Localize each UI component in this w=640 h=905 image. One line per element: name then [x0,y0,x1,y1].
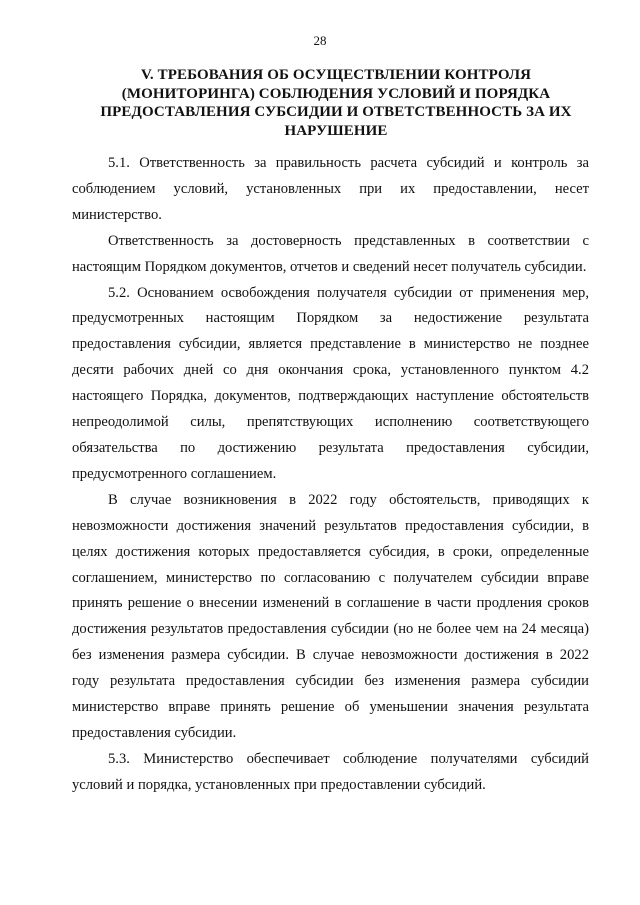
section-title: V. ТРЕБОВАНИЯ ОБ ОСУЩЕСТВЛЕНИИ КОНТРОЛЯ (МОНИТОРИНГА) СОБЛЮДЕНИЯ УСЛОВИЙ И ПОРЯДКА ПРЕДОСТАВЛЕНИЯ СУБСИДИИ И ОТВЕТСТВЕННОСТЬ ЗА ИХ НАРУШЕНИЕ [100,67,572,139]
page-number: 28 [313,33,327,48]
paragraph-5-2: 5.2. Основанием освобождения получателя субсидии от применения мер, предусмотренных настоящим Порядком за недостижение результата предоставления субсидии, является представление в министерство не позднее десяти рабочих дней со дня окончания срока, установленного пунктом 4.2 настоящего Порядка, документов, подтверждающих наступление обстоятельств непреодолимой силы, препятствующих исполнению соответствующего обязательства по достижению результата предоставления субсидии, предусмотренного соглашением. [72,284,589,482]
paragraph-5-1: 5.1. Ответственность за правильность расчета субсидий и контроль за соблюдением условий, установленных при их предоставлении, несет министерство. [72,155,589,223]
document-body [72,151,589,799]
paragraph-responsibility: Ответственность за достоверность представленных в соответствии с настоящим Порядком документов, отчетов и сведений несет получатель субсидии. [72,232,589,275]
paragraph-2022-circumstances: В случае возникновения в 2022 году обстоятельств, приводящих к невозможности достижения значений результатов предоставления субсидии, в целях достижения которых предоставляется субсидия, в сроки, определенные соглашением, министерство по согласованию с получателем субсидии вправе принять решение о внесении изменений в соглашение в части продления сроков достижения результатов предоставления субсидии (но не более чем на 24 месяца) без изменения размера субсидии. В случае невозможности достижения в 2022 году результата предоставления субсидии без изменения размера субсидии министерство вправе принять решение об уменьшении значения результата предоставления субсидии. [72,491,589,741]
paragraph-5-3: 5.3. Министерство обеспечивает соблюдение получателями субсидий условий и порядка, установленных при предоставлении субсидий. [72,750,589,793]
